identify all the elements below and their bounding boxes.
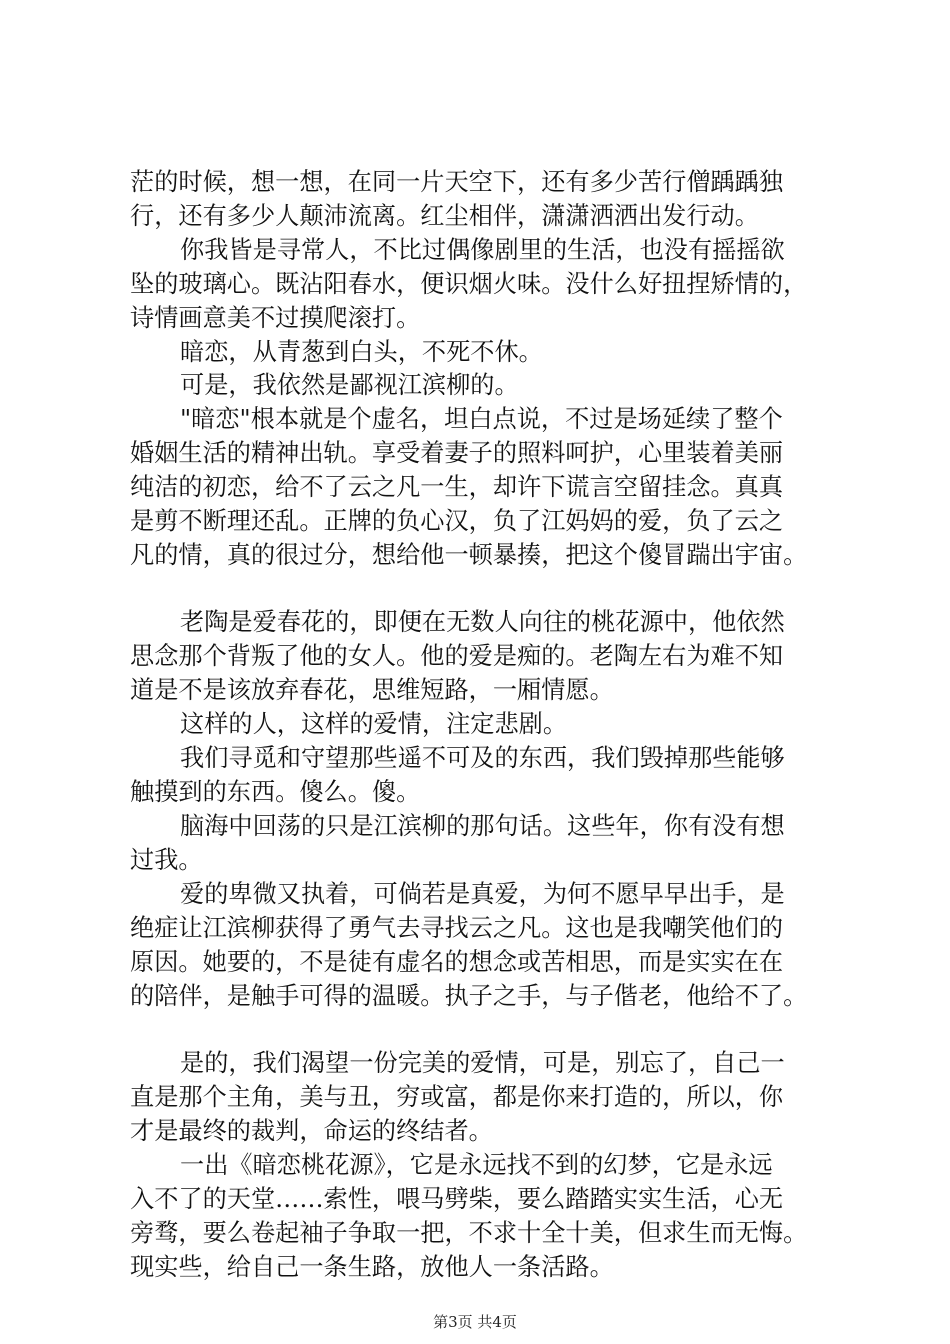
text-line: 茫的时候，想一想，在同一片天空下，还有多少苦行僧踽踽独: [130, 168, 784, 196]
text-line: 老陶是爱春花的，即便在无数人向往的桃花源中，他依然: [180, 608, 785, 636]
page-footer: 第3页 共4页: [433, 1313, 517, 1331]
text-line: 婚姻生活的精神出轨。享受着妻子的照料呵护，心里装着美丽: [130, 439, 784, 467]
text-line: 入不了的天堂……索性，喂马劈柴，要么踏踏实实生活，心无: [130, 1185, 784, 1213]
text-line: 过我。: [130, 846, 203, 874]
text-line: "暗恋"根本就是个虚名，坦白点说，不过是场延续了整个: [180, 405, 783, 433]
text-line: 我们寻觅和守望那些遥不可及的东西，我们毁掉那些能够: [180, 744, 785, 772]
text-line: 脑海中回荡的只是江滨柳的那句话。这些年，你有没有想: [180, 812, 785, 840]
text-line: 原因。她要的，不是徒有虚名的想念或苦相思，而是实实在在: [130, 948, 784, 976]
text-line: 行，还有多少人颠沛流离。红尘相伴，潇潇洒洒出发行动。: [130, 202, 759, 230]
text-line: 思念那个背叛了他的女人。他的爱是痴的。老陶左右为难不知: [130, 642, 784, 670]
text-line: 直是那个主角，美与丑，穷或富，都是你来打造的，所以，你: [130, 1083, 784, 1111]
text-line: 绝症让江滨柳获得了勇气去寻找云之凡。这也是我嘲笑他们的: [130, 914, 784, 942]
text-line: 诗情画意美不过摸爬滚打。: [130, 304, 421, 332]
text-line: 旁骛，要么卷起袖子争取一把，不求十全十美，但求生而无悔。: [130, 1219, 808, 1247]
text-line: 可是，我依然是鄙视江滨柳的。: [180, 371, 519, 399]
text-line: 暗恋，从青葱到白头，不死不休。: [180, 338, 543, 366]
text-line: 现实些，给自己一条生路，放他人一条活路。: [130, 1253, 614, 1281]
text-line: 这样的人，这样的爱情，注定悲剧。: [180, 710, 568, 738]
text-line: 你我皆是寻常人，不比过偶像剧里的生活，也没有摇摇欲: [180, 236, 785, 264]
text-line: 触摸到的东西。傻么。傻。: [130, 778, 421, 806]
text-line: 纯洁的初恋，给不了云之凡一生，却许下谎言空留挂念。真真: [130, 473, 784, 501]
text-line: 是剪不断理还乱。正牌的负心汉，负了江妈妈的爱，负了云之: [130, 507, 784, 535]
text-line: 凡的情，真的很过分，想给他一顿暴揍，把这个傻冒踹出宇宙。: [130, 541, 808, 569]
text-line: 道是不是该放弃春花，思维短路，一厢情愿。: [130, 676, 614, 704]
text-line: 爱的卑微又执着，可倘若是真爱，为何不愿早早出手，是: [180, 880, 785, 908]
text-line: 才是最终的裁判，命运的终结者。: [130, 1117, 493, 1145]
text-line: 是的，我们渴望一份完美的爱情，可是，别忘了，自己一: [180, 1049, 785, 1077]
text-line: 坠的玻璃心。既沾阳春水，便识烟火味。没什么好扭捏矫情的，: [130, 270, 808, 298]
text-line: 一出《暗恋桃花源》，它是永远找不到的幻梦，它是永远: [180, 1151, 773, 1179]
text-line: 的陪伴，是触手可得的温暖。执子之手，与子偕老，他给不了。: [130, 982, 808, 1010]
